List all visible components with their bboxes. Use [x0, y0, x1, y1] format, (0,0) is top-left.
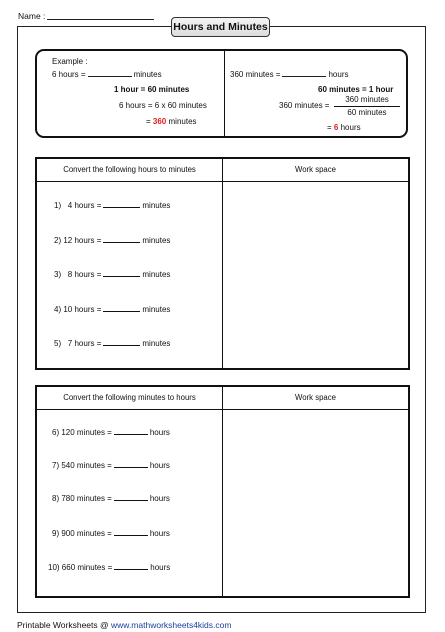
example-left-fact: 1 hour = 60 minutes — [114, 85, 190, 94]
example-left-problem: 6 hours = minutes — [52, 70, 162, 79]
question-2: 2) 12 hours = minutes — [54, 236, 171, 245]
footer — [17, 620, 231, 630]
section2-heading: Convert the following minutes to hours — [63, 393, 196, 402]
question-8: 8) 780 minutes = hours — [52, 494, 170, 503]
example-right-problem: 360 minutes = hours — [230, 70, 349, 79]
answer-blank — [88, 70, 132, 77]
table-divider — [222, 387, 223, 596]
answer-blank[interactable] — [103, 269, 140, 277]
name-label: Name : — [18, 11, 46, 21]
footer-label: Printable Worksheets @ — [17, 620, 109, 630]
table-divider — [222, 159, 223, 368]
footer-url-link[interactable]: www.mathworksheets4kids.com — [111, 620, 232, 630]
example-right-step: 360 minutes = — [279, 101, 330, 110]
name-line[interactable] — [47, 19, 154, 20]
hours-to-minutes-table — [35, 157, 410, 370]
example-right-fact: 60 minutes = 1 hour — [318, 85, 394, 94]
answer-blank[interactable] — [114, 493, 148, 501]
section1-heading: Convert the following hours to minutes — [63, 165, 196, 174]
answer-blank[interactable] — [114, 528, 148, 536]
question-1: 1) 4 hours = minutes — [54, 201, 171, 210]
section2-workspace-label: Work space — [294, 393, 337, 402]
section1-workspace-label: Work space — [294, 165, 337, 174]
answer-blank[interactable] — [103, 235, 140, 243]
question-10: 10) 660 minutes = hours — [48, 563, 171, 572]
answer-blank[interactable] — [114, 562, 148, 570]
answer-blank[interactable] — [103, 338, 140, 346]
question-4: 4) 10 hours = minutes — [54, 305, 171, 314]
example-box — [35, 49, 408, 138]
example-left-step: 6 hours = 6 x 60 minutes — [119, 101, 207, 110]
answer-blank[interactable] — [114, 460, 148, 468]
fraction-bar — [334, 106, 400, 107]
example-divider — [224, 51, 225, 136]
question-5: 5) 7 hours = minutes — [54, 339, 171, 348]
answer-blank[interactable] — [114, 427, 148, 435]
answer-blank — [282, 70, 326, 77]
fraction-numerator: 360 minutes — [345, 95, 389, 104]
minutes-to-hours-table — [35, 385, 410, 598]
example-left-result: = 360 minutes — [146, 117, 197, 126]
question-7: 7) 540 minutes = hours — [52, 461, 170, 470]
example-label: Example : — [52, 57, 88, 66]
question-3: 3) 8 hours = minutes — [54, 270, 171, 279]
fraction-denominator: 60 minutes — [347, 108, 387, 117]
answer-blank[interactable] — [103, 304, 140, 312]
worksheet-title: Hours and Minutes — [171, 17, 270, 37]
example-right-result: = 6 hours — [327, 123, 361, 132]
answer-blank[interactable] — [103, 200, 140, 208]
question-6: 6) 120 minutes = hours — [52, 428, 170, 437]
question-9: 9) 900 minutes = hours — [52, 529, 170, 538]
